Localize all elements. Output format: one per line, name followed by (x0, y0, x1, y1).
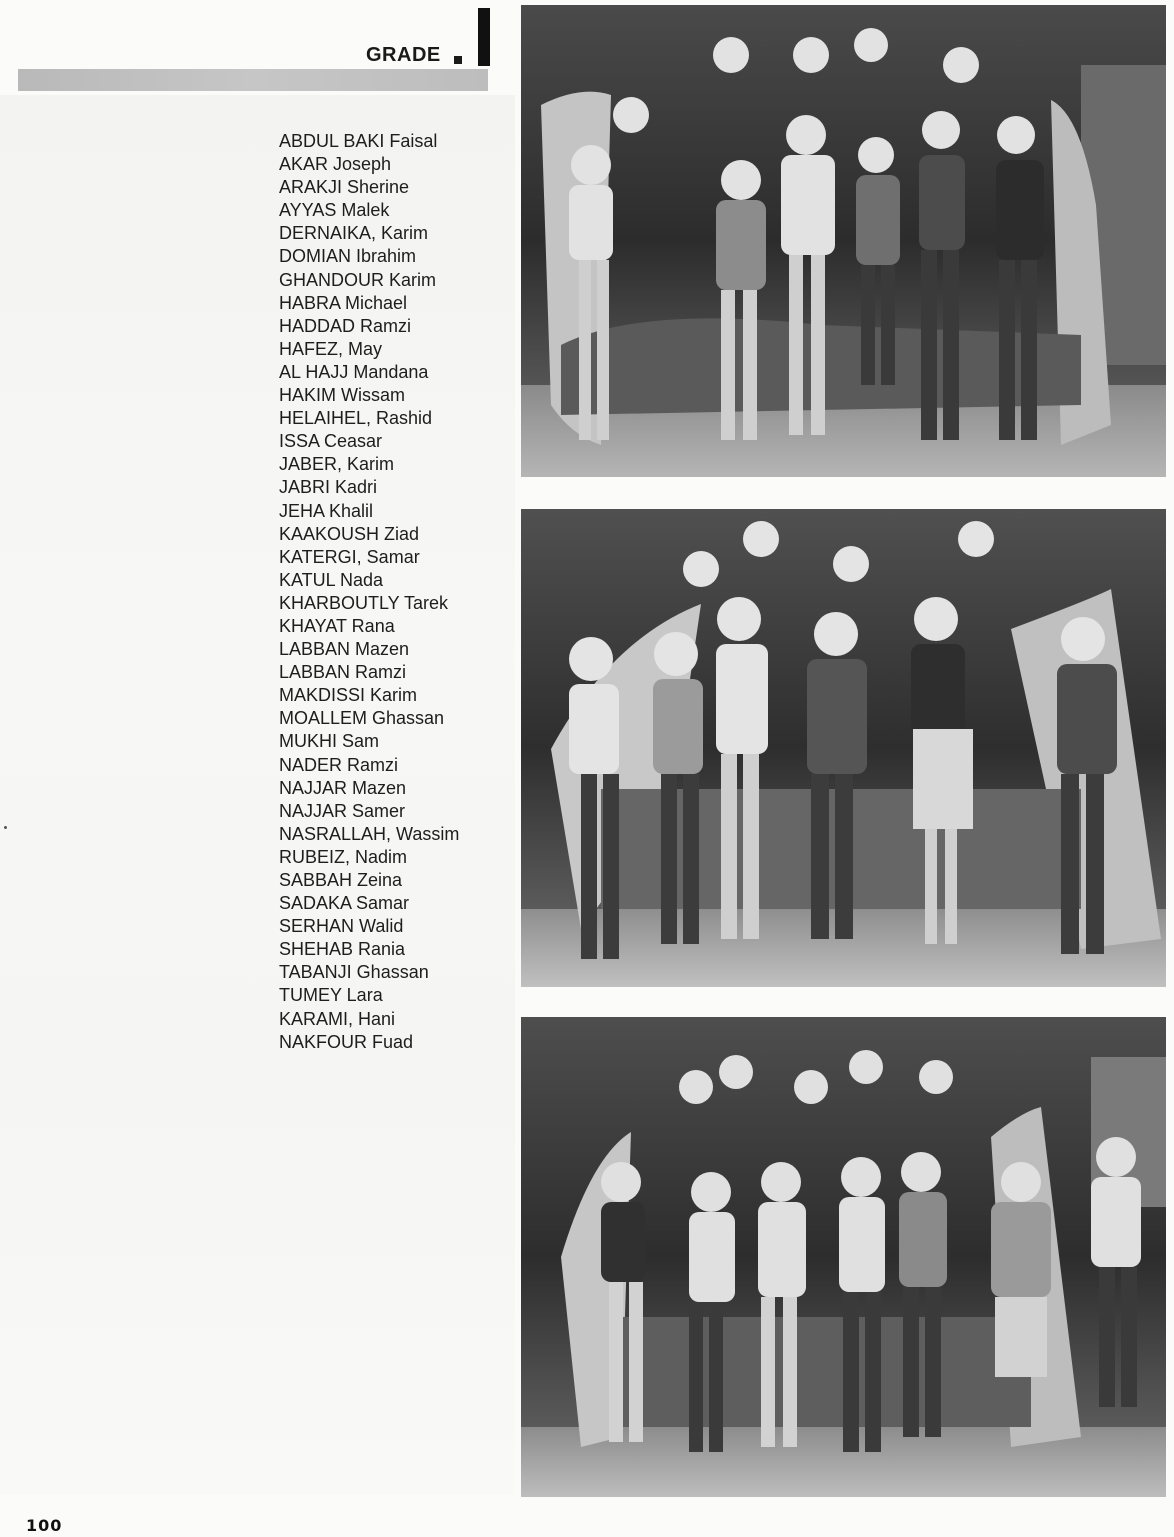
student-name: ABDUL BAKI Faisal (279, 131, 438, 151)
student-name: AKAR Joseph (279, 154, 392, 175)
class-photo-1-image (521, 5, 1166, 477)
student-name: KATUL Nada (279, 569, 384, 590)
student-name: KHAYAT Rana (279, 615, 395, 636)
student-name: KARAMI, Hani (279, 1008, 396, 1029)
student-name: NAJJAR Mazen (279, 777, 407, 798)
student-name: LABBAN Ramzi (279, 662, 407, 683)
student-name: AYYAS Malek (279, 200, 390, 221)
student-name: HAFEZ, May (279, 338, 383, 359)
student-name: SADAKA Samar (279, 893, 410, 914)
student-name: ARAKJI Sherine (279, 177, 410, 198)
class-photo-3-image (521, 1017, 1166, 1497)
student-name: ISSA Ceasar (279, 431, 383, 452)
student-name: NAJJAR Samer (279, 800, 406, 821)
student-name: NADER Ramzi (279, 754, 399, 775)
student-name: NASRALLAH, Wassim (279, 823, 460, 844)
student-name: KAAKOUSH Ziad (279, 523, 420, 544)
student-name: SERHAN Walid (279, 916, 404, 937)
student-name: DOMIAN Ibrahim (279, 246, 417, 267)
bullet-square-icon (454, 56, 462, 64)
class-photo-2-image (521, 509, 1166, 987)
student-name: DERNAIKA, Karim (279, 223, 429, 244)
student-name: KHARBOUTLY Tarek (279, 592, 449, 613)
student-name: MUKHI Sam (279, 731, 380, 752)
page-number: 100 (26, 1516, 63, 1535)
student-name: KATERGI, Samar (279, 546, 420, 567)
student-name: SHEHAB Rania (279, 939, 406, 960)
student-name: LABBAN Mazen (279, 639, 410, 660)
grade-numeral-bar (478, 8, 490, 66)
student-name: MAKDISSI Karim (279, 685, 418, 706)
student-name: GHANDOUR Karim (279, 269, 437, 290)
class-photo-2 (521, 509, 1166, 987)
student-name-list (279, 130, 459, 1054)
student-name: JEHA Khalil (279, 500, 374, 521)
student-name: NAKFOUR Fuad (279, 1031, 414, 1052)
student-name: HADDAD Ramzi (279, 315, 412, 336)
student-name: HABRA Michael (279, 292, 408, 313)
student-name: JABRI Kadri (279, 477, 378, 498)
student-name: TUMEY Lara (279, 985, 383, 1006)
student-name: TABANJI Ghassan (279, 962, 429, 983)
grade-label: GRADE (366, 44, 441, 66)
student-name: RUBEIZ, Nadim (279, 846, 408, 867)
page-speck (4, 826, 7, 829)
student-name: MOALLEM Ghassan (279, 708, 445, 729)
student-name: AL HAJJ Mandana (279, 361, 429, 382)
student-name: HELAIHEL, Rashid (279, 408, 433, 429)
class-photo-3 (521, 1017, 1166, 1497)
header-bar (18, 69, 488, 91)
student-name: JABER, Karim (279, 454, 395, 475)
student-name: HAKIM Wissam (279, 385, 405, 406)
class-photo-1 (521, 5, 1166, 477)
student-name: SABBAH Zeina (279, 870, 403, 890)
